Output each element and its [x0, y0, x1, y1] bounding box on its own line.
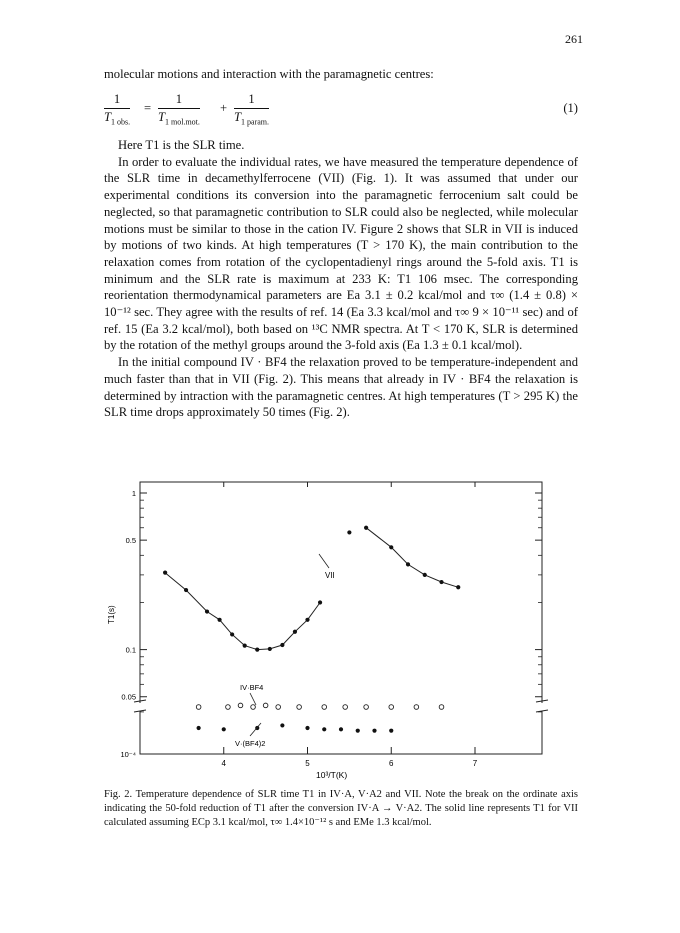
point-v-bf4-2 [339, 727, 343, 731]
point-iv-bf4 [226, 705, 231, 710]
point-vii [255, 648, 259, 652]
point-v-bf4-2 [356, 729, 360, 733]
body-text [104, 137, 578, 421]
axis-break-gap [130, 703, 150, 711]
pointer-iv-bf4 [250, 693, 256, 705]
point-v-bf4-2 [322, 727, 326, 731]
point-v-bf4-2 [305, 726, 309, 730]
y-tick-label: 0.1 [125, 645, 136, 655]
equation-number: (1) [563, 101, 578, 115]
axis-break-gap-right [532, 703, 552, 711]
y-tick-label: 10⁻⁴ [120, 750, 136, 759]
point-iv-bf4 [251, 705, 256, 710]
equation-term-1: 1 $T_{1 mol.mot.}$ [158, 92, 200, 127]
point-vii [268, 647, 272, 651]
point-vii [230, 632, 234, 636]
paragraph-evaluation: In order to evaluate the individual rates, we have measured the temperature dependence of the SLR time in decamethylferrocene (VII) (Fig. 1). It was assumed that under our experimental conditions its conversion into the paramagnetic ferrocenium salt could be neglected, so that paramagnetic contribution to SLR could also be neglected, while molecular motions must be similar to those in the cation IV. Figure 2 shows that SLR in VII is induced by motions of two kinds. At high temperatures (T > 170 K), the main contribution to the relaxation comes from rotation of the cyclopentadienyl rings around the 5-fold axis. T1 is minimum and the SLR rate is maximum at 233 K: T1 106 msec. The corresponding reorientation thermodynamical parameters are Ea 3.1 ± 0.2 kcal/mol and τ∞ (1.4 ± 0.8) × 10⁻¹² sec. They agree with the results of ref. 14 (Ea 3.3 kcal/mol and τ∞ 9 × 10⁻¹¹ sec) and of ref. 15 (Ea 3.2 kcal/mol), both based on ¹³C NMR spectra. At T < 170 K, SLR is determined by the rotation of the methyl groups around the 3-fold axis (Ea 1.3 ± 0.1 kcal/mol). [104, 154, 578, 353]
point-iv-bf4 [364, 705, 369, 710]
page-number: 261 [565, 32, 583, 46]
paragraph-initial-compound: In the initial compound IV · BF4 the relaxation proved to be temperature-independent and much faster than that in VII (Fig. 2). This means that already in IV · BF4 the relaxation is determined by intraction with the paramagnetic centres. At high temperatures (T > 295 K) the SLR time drops approximately 50 times (Fig. 2). [104, 355, 578, 420]
data-marks [163, 526, 460, 733]
point-vii [217, 618, 221, 622]
point-iv-bf4 [322, 705, 327, 710]
point-iv-bf4 [414, 705, 419, 710]
equation-term-2: 1 $T_{1 param.}$ [234, 92, 270, 127]
point-vii [456, 585, 460, 589]
point-iv-bf4 [439, 705, 444, 710]
point-iv-bf4 [276, 705, 281, 710]
point-vii [389, 545, 393, 549]
y-tick-label: 1 [131, 489, 136, 498]
point-vii [205, 609, 209, 613]
point-vii [305, 618, 309, 622]
equation-lhs: 1 $T_{1 obs.}$ [104, 92, 131, 127]
point-vii [293, 630, 297, 634]
y-tick-label: 0.5 [125, 536, 136, 546]
point-v-bf4-2 [389, 729, 393, 733]
point-v-bf4-2 [222, 727, 226, 731]
point-vii [280, 643, 284, 647]
x-tick-label: 7 [472, 759, 478, 768]
paragraph-intro: molecular motions and interaction with the paramagnetic centres: [104, 67, 434, 81]
slr-chart [100, 470, 560, 785]
figure-2 [100, 470, 560, 785]
point-iv-bf4 [263, 703, 268, 708]
annotation-iv-bf4: IV·BF4 [240, 683, 264, 692]
point-iv-bf4 [238, 703, 243, 708]
point-iv-bf4 [196, 705, 201, 710]
annotation-vii: VII [325, 571, 335, 580]
point-v-bf4-2 [197, 726, 201, 730]
axis-ticks [120, 482, 542, 768]
point-vii [318, 600, 322, 604]
x-tick-label: 5 [305, 759, 310, 768]
point-iv-bf4 [389, 705, 394, 710]
curve-vii-high-temp [366, 528, 458, 588]
equals-sign: = [144, 101, 152, 115]
x-tick-label: 4 [221, 759, 226, 768]
y-axis-label: T1(s) [107, 605, 116, 624]
y-tick-label: 0.05 [121, 692, 136, 702]
paragraph-here: Here T1 is the SLR time. [118, 138, 245, 152]
point-vii [439, 580, 443, 584]
point-vii [163, 571, 167, 575]
point-v-bf4-2 [280, 723, 284, 727]
x-tick-label: 6 [389, 759, 394, 768]
equation-1 [104, 92, 578, 132]
plot-frame [140, 482, 542, 754]
pointer-v-bf4-2 [250, 723, 261, 736]
curve-vii-low-temp [165, 573, 320, 650]
plus-sign: + [220, 101, 228, 115]
point-vii [406, 562, 410, 566]
point-vii [423, 573, 427, 577]
figure-caption: Fig. 2. Temperature dependence of SLR time T1 in IV·A, V·A2 and VII. Note the break on the ordinate axis indicating the 50-fold reduction of T1 after the conversion IV·A → V·A2. The solid line represents T1 for VII calculated assuming ECp 3.1 kcal/mol, τ∞ 1.4×10⁻¹² s and EMe 1.3 kcal/mol. [104, 789, 578, 828]
pointer-vii [319, 554, 329, 568]
point-iv-bf4 [297, 705, 302, 710]
point-vii [364, 526, 368, 530]
point-v-bf4-2 [372, 729, 376, 733]
annotation-v-bf4-2: V·(BF4)2 [235, 739, 266, 748]
point-vii [184, 588, 188, 592]
x-axis-label: 10³/T(K) [316, 770, 348, 780]
point-iv-bf4 [343, 705, 348, 710]
point-vii [243, 644, 247, 648]
point-vii [347, 530, 351, 534]
